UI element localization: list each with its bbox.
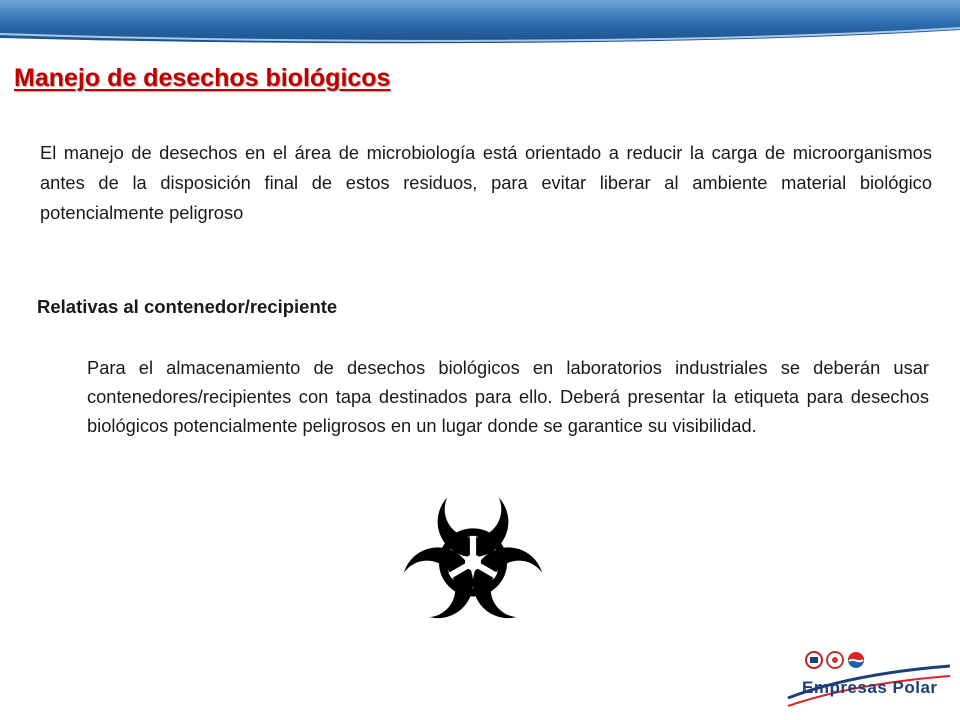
brand-badges-icon: [806, 652, 864, 668]
body-paragraph: Para el almacenamiento de desechos biológicos en laboratorios industriales se deberán usar contenedores/recipientes con tapa destinados para ello. Deberá presentar la etiqueta para desechos biológicos potencialmente peligrosos en un lugar donde se garantice su visibilidad.: [87, 357, 929, 436]
empresas-polar-logo: [780, 648, 952, 714]
page-title: Manejo de desechos biológicos: [14, 64, 391, 92]
biohazard-icon: [384, 474, 562, 642]
section-subheading: Relativas al contenedor/recipiente: [37, 296, 338, 317]
logo-text: Empresas Polar: [802, 678, 938, 697]
intro-paragraph: El manejo de desechos en el área de microbiología está orientado a reducir la carga de microorganismos antes de la disposición final de estos residuos, para evitar liberar al ambiente material biológico potencialmente peligroso: [40, 142, 932, 223]
header-band: [0, 0, 960, 46]
